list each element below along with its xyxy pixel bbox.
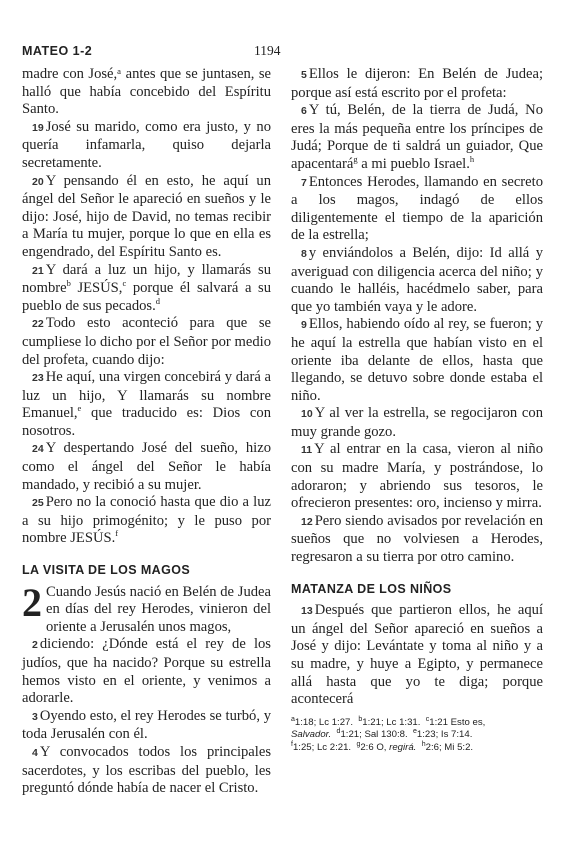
verse-21 [22, 262, 271, 316]
verse-number: 19 [32, 121, 44, 134]
verse-11 [291, 441, 543, 512]
verse-6 [291, 102, 543, 173]
verse-text: Cuando Jesús nació en Belén de Judea en días del rey Herodes, vinieron del oriente a Jerusalén unos magos, [46, 583, 271, 635]
footnote-label: g [356, 740, 361, 748]
verse-text: a mi pueblo Israel. [361, 155, 470, 172]
footnote-text: Salvador. [291, 729, 332, 741]
verse-25 [22, 494, 271, 548]
verse-number: 12 [301, 515, 313, 528]
verse-22 [22, 315, 271, 369]
chapter-2-verse-1 [22, 579, 271, 637]
verse-3 [22, 708, 271, 744]
verse-9 [291, 316, 543, 405]
verse-text: JESÚS, [77, 280, 123, 297]
verse-number: 24 [32, 443, 44, 456]
verse-number: 3 [32, 710, 38, 723]
footnote-label: c [425, 715, 430, 723]
verse-text: Oyendo esto, el rey Herodes se turbó, y toda Jerusalén con él. [22, 707, 271, 743]
footnote-text: 2:6; Mi 5:2. [425, 741, 474, 753]
verse-number: 25 [32, 497, 44, 510]
verse-5 [291, 66, 543, 102]
verse-text: Y despertando José del sueño, hizo como el ángel del Señor le había mandado, y recibió a su mujer. [22, 440, 271, 493]
verse-text: Entonces Herodes, llamando en secreto a los magos, indagó de ellos diligentemente el tiempo de la aparición de la estrella; [291, 173, 543, 244]
footnote-line [291, 742, 543, 755]
verse-number: 23 [32, 372, 44, 385]
verse-20 [22, 173, 271, 262]
verse-number: 2 [32, 639, 38, 652]
footnote-text: 2:6 O, [360, 741, 387, 753]
verse-number: 8 [301, 247, 307, 260]
verse-text: que traducido es: Dios con nosotros. [22, 405, 271, 439]
verse-8 [291, 245, 543, 316]
right-column [291, 66, 543, 754]
verse-text: He aquí, una virgen concebirá y dará a luz un hijo, Y llamarás su nombre Emanuel, [22, 369, 271, 422]
footnotes [291, 717, 543, 755]
verse-19 [22, 119, 271, 173]
footnote-marker[interactable]: c [122, 278, 127, 289]
verse-number: 11 [301, 444, 313, 457]
verse-text: Y al ver la estrella, se regocijaron con muy grande gozo. [291, 405, 543, 440]
footnote-marker[interactable]: e [77, 403, 82, 414]
verse-10 [291, 405, 543, 441]
verse-number: 5 [301, 69, 307, 81]
footnote-label: b [358, 715, 363, 723]
verse-text: Después que partieron ellos, he aquí un ángel del Señor apareció en sueños a José y dijo: Levántate y toma al niño y a su madre, y huye a Egipto, y permanece allá hasta que yo te diga; porque acontecerá [291, 602, 543, 708]
footnote-line [291, 729, 543, 742]
verse-7 [291, 174, 543, 245]
verse-text: Y al entrar en la casa, vieron al niño con su madre María, y postrándose, lo adoraron; y abriendo sus tesoros, le ofrecieron presentes: oro, incienso y mirra. [291, 441, 543, 512]
verse-text: Todo esto aconteció para que se cumpliese lo dicho por el Señor por medio del profeta, cuando dijo: [22, 315, 271, 368]
verse-number: 10 [301, 408, 313, 421]
verse-4 [22, 744, 271, 798]
footnote-marker[interactable]: b [66, 278, 71, 289]
verse-text: Y convocados todos los principales sacerdotes, y los escribas del pueblo, les preguntó dónde había de nacer el Cristo. [22, 743, 271, 797]
verse-number: 6 [301, 105, 307, 118]
verse-text: porque él salvará a su pueblo de sus pecados. [22, 280, 271, 314]
footnote-text: 1:21 Esto es, [429, 716, 486, 728]
verse-text: diciendo: ¿Dónde está el rey de los judíos, que ha nacido? Porque su estrella hemos visto en el oriente, y venimos a adorarle. [22, 636, 271, 707]
footnote-text: regirá. [389, 741, 417, 753]
verse-number: 22 [32, 318, 44, 331]
verse-text: Y pensando él en esto, he aquí un ángel del Señor le apareció en sueños y le dijo: José, hijo de David, no temas recibir a María tu mujer, porque lo que en ella es engendrado, del Espíritu Santo es. [22, 172, 271, 260]
verse-number: 9 [301, 319, 307, 332]
footnote-text: 1:18; Lc 1:27. [294, 716, 354, 728]
footnote-label: d [336, 728, 341, 736]
footnote-marker[interactable]: g [353, 154, 358, 165]
footnote-marker[interactable]: f [115, 528, 119, 539]
verse-24 [22, 440, 271, 494]
footnote-text: 1:21; Sal 130:8. [340, 729, 408, 741]
verse-text: Y tú, Belén, de la tierra de Judá, No eres la más pequeña entre los príncipes de Judá; Porque de ti saldrá un guiador, Que apacentará [291, 102, 543, 172]
verse-number: 20 [32, 175, 44, 188]
left-column [22, 66, 271, 798]
section-heading: LA VISITA DE LOS MAGOS [22, 563, 191, 578]
verse-number: 13 [301, 605, 313, 618]
verse-2 [22, 636, 271, 707]
footnote-label: f [291, 740, 293, 748]
footnote-text: 1:21; Lc 1:31. [362, 716, 421, 728]
footnote-marker[interactable]: d [155, 295, 160, 306]
verse-text: Ellos le dijeron: En Belén de Judea; porque así está escrito por el profeta: [291, 66, 543, 101]
verse-text: José su marido, como era justo, y no quería infamarla, quiso dejarla secretamente. [22, 118, 271, 171]
footnote-label: h [421, 740, 426, 748]
verse-number: 4 [32, 746, 38, 759]
verse-23 [22, 369, 271, 440]
paragraph-continued: madre con José,ᵃ antes que se juntasen, se halló que había concebido del Espíritu Santo. [22, 66, 271, 118]
footnote-marker[interactable]: h [469, 154, 475, 165]
footnote-line [291, 717, 543, 730]
footnote-label: e [413, 728, 417, 736]
running-header-book: MATEO 1-2 [22, 44, 93, 58]
verse-text: Ellos, habiendo oído al rey, se fueron; y he aquí la estrella que habían visto en el oriente iba delante de ellos, hasta que llegando, se detuvo sobre donde estaba el niño. [291, 316, 543, 404]
footnote-text: 1:23; Is 7:14. [416, 729, 473, 741]
verse-12 [291, 513, 543, 567]
verse-text: y enviándolos a Belén, dijo: Id allá y averiguad con diligencia acerca del niño; y cuando le halléis, hacédmelo saber, para que yo también vaya y le adore. [291, 244, 543, 315]
verse-13 [291, 602, 543, 709]
section-heading: MATANZA DE LOS NIÑOS [291, 581, 452, 596]
verse-text: Y dará a luz un hijo, y llamarás su nombre [22, 261, 271, 297]
verse-text: Pero siendo avisados por revelación en sueños que no volviesen a Herodes, regresaron a su tierra por otro camino. [291, 512, 543, 566]
chapter-number: 2 [22, 579, 42, 625]
footnote-label: a [291, 715, 295, 723]
footnote-text: 1:25; Lc 2:21. [292, 741, 352, 753]
verse-number: 7 [301, 176, 307, 189]
page-number: 1194 [254, 43, 281, 58]
verse-number: 21 [32, 264, 44, 277]
verse-text: Pero no la conoció hasta que dio a luz a su hijo primogénito; y le puso por nombre JESÚS. [22, 494, 271, 547]
